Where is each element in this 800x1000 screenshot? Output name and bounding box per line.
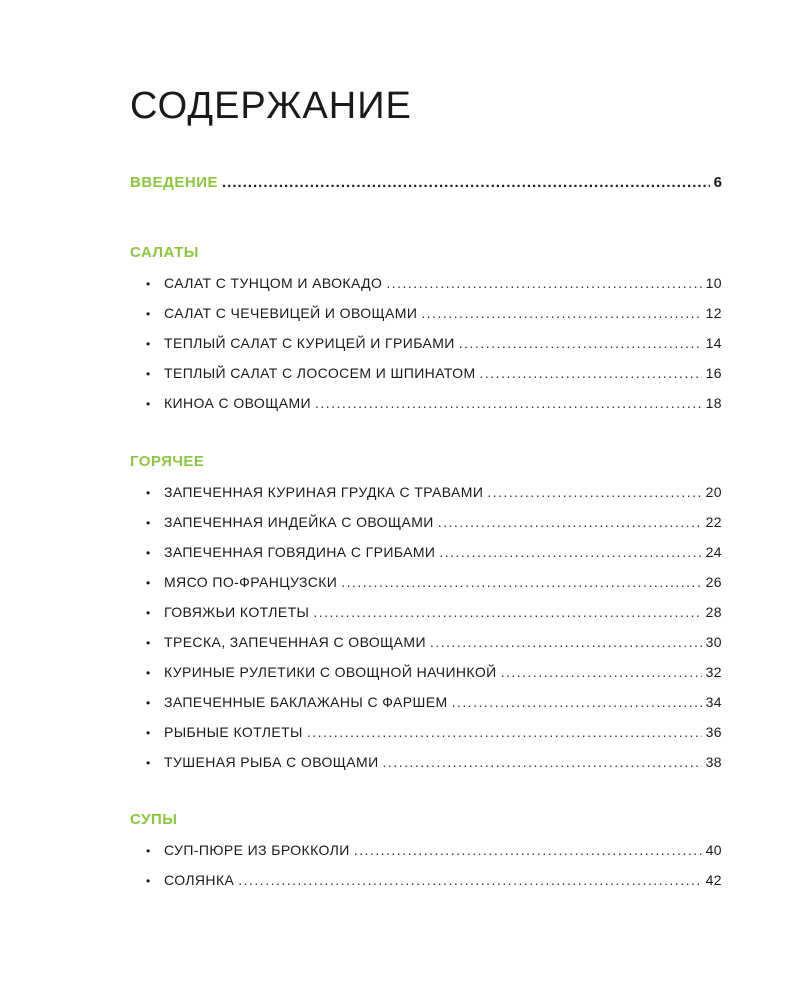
toc-item-label: САЛАТ С ТУНЦОМ И АВОКАДО (164, 275, 383, 291)
toc-item-page: 32 (705, 664, 722, 680)
toc-item-label: САЛАТ С ЧЕЧЕВИЦЕЙ И ОВОЩАМИ (164, 305, 418, 321)
toc-item-page: 24 (705, 544, 722, 560)
toc-item-page: 14 (705, 335, 722, 351)
toc-item[interactable] (130, 572, 722, 602)
dot-leader (439, 542, 701, 562)
toc-item[interactable] (130, 273, 722, 303)
bullet-icon: • (146, 337, 151, 351)
intro-label: ВВЕДЕНИЕ (130, 174, 218, 191)
toc-item-page: 28 (705, 604, 722, 620)
dot-leader (459, 333, 702, 353)
toc-item[interactable] (130, 393, 722, 423)
dot-leader (383, 752, 702, 772)
toc-item-label: ТУШЕНАЯ РЫБА С ОВОЩАМИ (164, 754, 379, 770)
toc-item-label: ТЕПЛЫЙ САЛАТ С ЛОСОСЕМ И ШПИНАТОМ (164, 365, 476, 381)
toc-item-page: 30 (705, 634, 722, 650)
section-heading: САЛАТЫ (130, 244, 199, 261)
toc-item[interactable] (130, 482, 722, 512)
toc-item-page: 34 (705, 694, 722, 710)
dot-leader (501, 662, 702, 682)
toc-item-page: 40 (705, 842, 722, 858)
toc-item[interactable] (130, 512, 722, 542)
toc-list (130, 273, 722, 423)
toc-item-page: 18 (705, 395, 722, 411)
dot-leader (386, 273, 701, 293)
toc-item-page: 20 (705, 484, 722, 500)
section-heading: ГОРЯЧЕЕ (130, 453, 205, 470)
dot-leader (487, 482, 701, 502)
dot-leader (480, 363, 702, 383)
toc-item-page: 42 (705, 872, 722, 888)
toc-item-label: ЗАПЕЧЕННЫЕ БАКЛАЖАНЫ С ФАРШЕМ (164, 694, 448, 710)
toc-item[interactable] (130, 870, 722, 900)
toc-item[interactable] (130, 602, 722, 632)
bullet-icon: • (146, 576, 151, 590)
toc-item[interactable] (130, 632, 722, 662)
dot-leader (222, 174, 710, 191)
dot-leader (430, 632, 702, 652)
toc-list (130, 840, 722, 900)
bullet-icon: • (146, 277, 151, 291)
bullet-icon: • (146, 696, 151, 710)
bullet-icon: • (146, 486, 151, 500)
toc-item-label: КУРИНЫЕ РУЛЕТИКИ С ОВОЩНОЙ НАЧИНКОЙ (164, 664, 497, 680)
toc-item-page: 26 (705, 574, 722, 590)
dot-leader (452, 692, 702, 712)
toc-item-label: МЯСО ПО-ФРАНЦУЗСКИ (164, 574, 338, 590)
toc-item-page: 38 (705, 754, 722, 770)
bullet-icon: • (146, 367, 151, 381)
toc-item-label: ЗАПЕЧЕННАЯ ГОВЯДИНА С ГРИБАМИ (164, 544, 436, 560)
toc-item-page: 12 (705, 305, 722, 321)
toc-item-label: ЗАПЕЧЕННАЯ КУРИНАЯ ГРУДКА С ТРАВАМИ (164, 484, 484, 500)
page-title: СОДЕРЖАНИЕ (130, 85, 412, 127)
toc-item-label: СОЛЯНКА (164, 872, 235, 888)
toc-item[interactable] (130, 542, 722, 572)
toc-item-label: СУП-ПЮРЕ ИЗ БРОККОЛИ (164, 842, 350, 858)
toc-entry-intro[interactable] (130, 174, 722, 194)
dot-leader (313, 602, 701, 622)
dot-leader (238, 870, 701, 890)
toc-item-label: ЗАПЕЧЕННАЯ ИНДЕЙКА С ОВОЩАМИ (164, 514, 434, 530)
bullet-icon: • (146, 606, 151, 620)
bullet-icon: • (146, 307, 151, 321)
toc-item[interactable] (130, 840, 722, 870)
section-heading: СУПЫ (130, 811, 178, 828)
bullet-icon: • (146, 636, 151, 650)
toc-item-page: 10 (705, 275, 722, 291)
toc-list (130, 482, 722, 782)
toc-item-label: КИНОА С ОВОЩАМИ (164, 395, 311, 411)
bullet-icon: • (146, 756, 151, 770)
dot-leader (307, 722, 702, 742)
toc-item[interactable] (130, 303, 722, 333)
dot-leader (341, 572, 701, 592)
section-salads (130, 243, 722, 423)
section-soups (130, 810, 722, 900)
bullet-icon: • (146, 546, 151, 560)
toc-item-label: РЫБНЫЕ КОТЛЕТЫ (164, 724, 303, 740)
toc-item-label: ТРЕСКА, ЗАПЕЧЕННАЯ С ОВОЩАМИ (164, 634, 426, 650)
toc-item[interactable] (130, 722, 722, 752)
bullet-icon: • (146, 874, 151, 888)
dot-leader (354, 840, 702, 860)
section-hot-dishes (130, 452, 722, 782)
dot-leader (421, 303, 701, 323)
bullet-icon: • (146, 844, 151, 858)
toc-item-page: 22 (705, 514, 722, 530)
toc-item[interactable] (130, 363, 722, 393)
toc-item[interactable] (130, 333, 722, 363)
bullet-icon: • (146, 397, 151, 411)
toc-item[interactable] (130, 692, 722, 722)
toc-item-label: ТЕПЛЫЙ САЛАТ С КУРИЦЕЙ И ГРИБАМИ (164, 335, 455, 351)
bullet-icon: • (146, 726, 151, 740)
bullet-icon: • (146, 516, 151, 530)
toc-item-page: 16 (705, 365, 722, 381)
toc-item-label: ГОВЯЖЬИ КОТЛЕТЫ (164, 604, 310, 620)
bullet-icon: • (146, 666, 151, 680)
toc-item-page: 36 (705, 724, 722, 740)
dot-leader (315, 393, 702, 413)
toc-item[interactable] (130, 752, 722, 782)
toc-item[interactable] (130, 662, 722, 692)
dot-leader (438, 512, 702, 532)
intro-page-number: 6 (713, 174, 722, 191)
